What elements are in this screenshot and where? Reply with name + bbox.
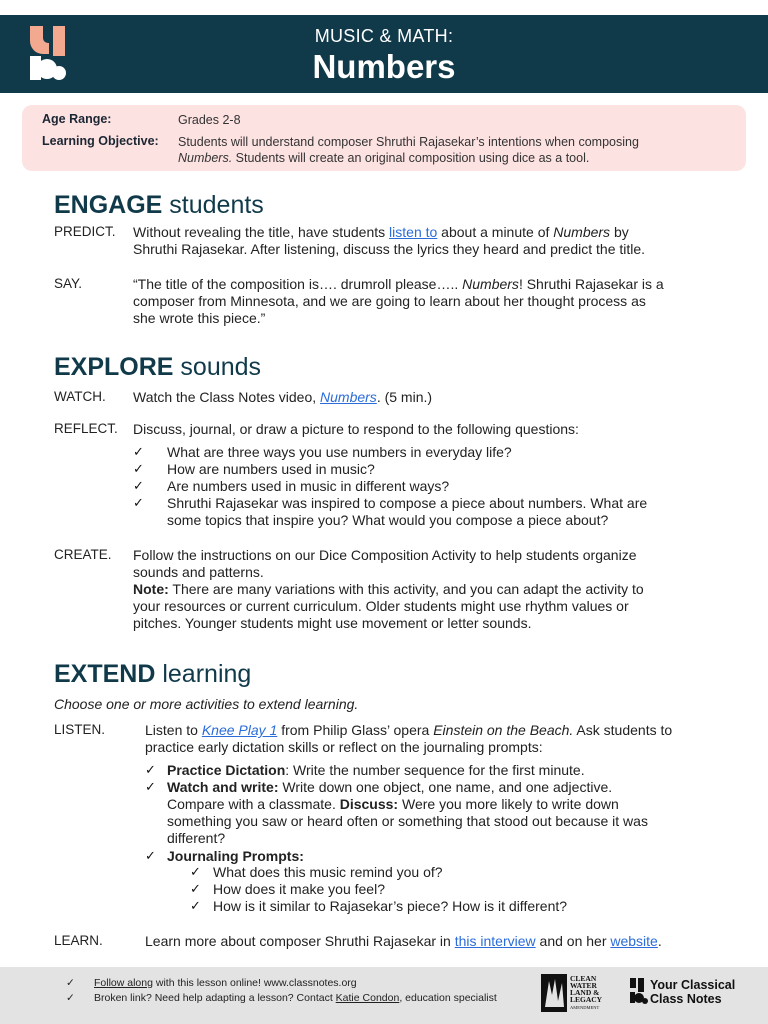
checkmark-icon: ✓ [145, 779, 156, 794]
create-label: CREATE. [54, 547, 112, 562]
listen-to-link[interactable]: listen to [389, 224, 438, 240]
website-link[interactable]: website [610, 933, 658, 949]
extend-intro: Choose one or more activities to extend learning. [54, 696, 359, 712]
page-header [0, 15, 768, 93]
practice-dictation-item: Practice Dictation: Write the number sequence for the first minute. [167, 762, 585, 778]
your-classical-class-notes-logo [630, 976, 750, 1006]
checkmark-icon: ✓ [190, 864, 201, 879]
listen-text: Listen to Knee Play 1 from Philip Glass’ opera Einstein on the Beach. Ask students to practice early dictation skills or reflect on the journaling prompts: [145, 722, 673, 755]
svg-text:AMENDMENT: AMENDMENT [570, 1005, 600, 1010]
watch-label: WATCH. [54, 389, 106, 404]
say-text: “The title of the composition is…. drumroll please….. Numbers! Shruthi Rajasekar is a composer from Minnesota, and we are going to learn about her thought process as she wrote this piece.” [133, 276, 664, 326]
footer-line-follow: ✓ Follow along with this lesson online! www.classnotes.org [66, 977, 357, 989]
predict-label: PREDICT. [54, 224, 116, 239]
create-text: Follow the instructions on our Dice Composition Activity to help students organize sounds and patterns. Note: There are many variations with this activity, and you can adapt the activity to your resources or current curriculum. Older students might use rhythm values or pitches. Younger students might use movement or letter sounds. [133, 547, 644, 631]
watch-text: Watch the Class Notes video, Numbers. (5 min.) [133, 389, 433, 405]
checkmark-icon: ✓ [66, 992, 75, 1004]
svg-text:CLEAN: CLEAN [570, 974, 597, 983]
journaling-prompts-label: Journaling Prompts: [167, 848, 304, 864]
page-footer [0, 967, 768, 1024]
svg-text:Class Notes: Class Notes [650, 992, 722, 1006]
listen-label: LISTEN. [54, 722, 106, 737]
knee-play-link[interactable]: Knee Play 1 [201, 722, 278, 738]
header-subtitle: MUSIC & MATH: [314, 26, 454, 46]
svg-text:LEGACY: LEGACY [570, 995, 603, 1004]
journal-prompt: What does this music remind you of? [213, 864, 443, 880]
checkmark-icon: ✓ [66, 977, 75, 989]
checkmark-icon: ✓ [133, 461, 144, 476]
footer-line-contact: ✓ Broken link? Need help adapting a lesson? Contact Katie Condon, education specialist [66, 992, 497, 1004]
journal-prompt: How does it make you feel? [213, 881, 385, 897]
journal-prompt: How is it similar to Rajasekar’s piece? How is it different? [213, 898, 568, 914]
svg-text:LAND &: LAND & [570, 988, 600, 997]
checkmark-icon: ✓ [133, 444, 144, 459]
reflect-question: Shruthi Rajasekar was inspired to compose a piece about numbers. What are some topics that inspire you? What would you compose a piece about? [167, 495, 648, 528]
checkmark-icon: ✓ [145, 848, 156, 863]
age-range-value: Grades 2-8 [178, 113, 241, 127]
reflect-question: Are numbers used in music in different ways? [167, 478, 450, 494]
checkmark-icon: ✓ [133, 478, 144, 493]
clean-water-land-legacy-logo [540, 973, 620, 1013]
svg-text:WATER: WATER [570, 981, 597, 990]
numbers-video-link[interactable]: Numbers [320, 389, 377, 405]
learning-objective-text: Students will understand composer Shruthi Rajasekar’s intentions when composing Numbers. Students will create an original composition using dice as a tool. [178, 135, 639, 165]
learning-objective-label: Learning Objective: [42, 134, 159, 148]
reflect-text: Discuss, journal, or draw a picture to respond to the following questions: [133, 421, 579, 437]
interview-link[interactable]: this interview [454, 933, 536, 949]
katie-condon-link[interactable]: Katie Condon [335, 992, 400, 1004]
lesson-info-box [22, 105, 746, 171]
svg-text:Your Classical: Your Classical [650, 978, 736, 992]
follow-along-link[interactable]: Follow along [94, 977, 153, 989]
reflect-question: What are three ways you use numbers in everyday life? [167, 444, 512, 460]
learn-label: LEARN. [54, 933, 103, 948]
checkmark-icon: ✓ [190, 898, 201, 913]
checkmark-icon: ✓ [133, 495, 144, 510]
predict-text: Without revealing the title, have students listen to about a minute of Numbers by Shruthi Rajasekar. After listening, discuss the lyrics they heard and predict the title. [133, 224, 646, 257]
engage-heading: ENGAGE students [54, 191, 264, 219]
watch-and-write-item: Watch and write: Write down one object, one name, and one adjective. Compare with a classmate. Discuss: Were you more likely to write down something you saw or heard often or something that stood out because it was different? [167, 779, 648, 846]
checkmark-icon: ✓ [145, 762, 156, 777]
reflect-label: REFLECT. [54, 421, 118, 436]
checkmark-icon: ✓ [190, 881, 201, 896]
say-label: SAY. [54, 276, 83, 291]
explore-heading: EXPLORE sounds [54, 353, 262, 381]
reflect-question: How are numbers used in music? [167, 461, 375, 477]
page-title: Numbers [312, 48, 456, 85]
age-range-label: Age Range: [42, 112, 112, 126]
learn-text: Learn more about composer Shruthi Rajasekar in this interview and on her website. [145, 933, 662, 949]
extend-heading: EXTEND learning [54, 660, 252, 688]
